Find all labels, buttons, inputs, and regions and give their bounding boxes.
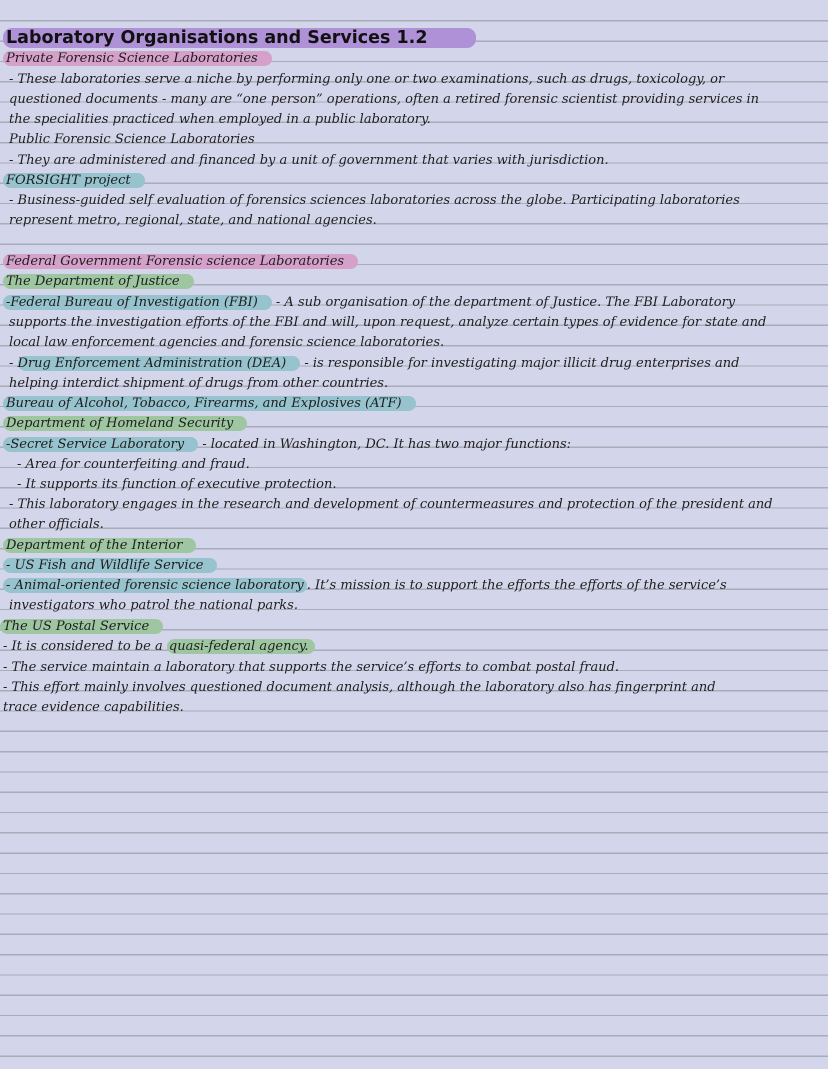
forsight-text-1: - Business-guided self evaluation of forensics sciences laboratories across the globe. Participating laboratories	[9, 193, 740, 208]
usps-text-2: - The service maintain a laboratory that supports the service’s efforts to combat postal fraud.	[3, 660, 620, 675]
fbi-name: -Federal Bureau of Investigation (FBI)	[3, 295, 272, 310]
usps-text-3: - This effort mainly involves questioned document analysis, although the laboratory also has fingerprint and	[3, 680, 716, 695]
federal-heading-line	[6, 252, 820, 272]
dea-name: Drug Enforcement Administration (DEA)	[18, 356, 301, 371]
usps-heading: The US Postal Service	[0, 619, 163, 634]
usps-heading-line	[3, 617, 820, 637]
dea-text-1: - is responsible for investigating major illicit drug enterprises and	[300, 356, 740, 371]
ss-text: - located in Washington, DC. It has two major functions:	[198, 437, 572, 452]
doi-heading: Department of the Interior	[3, 538, 196, 553]
forsight-text-2: represent metro, regional, state, and national agencies.	[9, 213, 377, 228]
atf-heading-line	[6, 394, 820, 414]
forsight-heading-line	[6, 171, 820, 191]
doj-heading: The Department of Justice	[3, 274, 194, 289]
fbi-text-2: supports the investigation efforts of the FBI and will, upon request, analyze certain types of evidence for state and	[9, 315, 767, 330]
animal-text-1: . It’s mission is to support the efforts the efforts of the service’s	[306, 578, 727, 593]
ss-text-3: other officials.	[9, 517, 104, 532]
doj-heading-line	[6, 272, 820, 292]
public-heading: Public Forensic Science Laboratories	[9, 132, 255, 147]
dhs-heading-line	[6, 414, 820, 434]
dea-text-2: helping interdict shipment of drugs from other countries.	[9, 376, 389, 391]
quasi-federal-highlight: quasi-federal agency.	[167, 639, 315, 654]
dhs-heading: Department of Homeland Security	[3, 416, 247, 431]
fbi-text-1: - A sub organisation of the department of Justice. The FBI Laboratory	[271, 295, 736, 310]
usps-line-1	[3, 637, 820, 657]
private-heading-line	[6, 49, 820, 69]
animal-text-2: investigators who patrol the national parks.	[9, 598, 298, 613]
private-text-1: - These laboratories serve a niche by performing only one or two examinations, such as drugs, toxicology, or	[9, 72, 725, 87]
fws-line	[6, 556, 820, 576]
private-text-3: the specialities practiced when employed in a public laboratory.	[9, 112, 431, 127]
ss-name: -Secret Service Laboratory	[3, 437, 198, 452]
doi-heading-line	[6, 536, 820, 556]
usps-text-4: trace evidence capabilities.	[3, 700, 184, 715]
atf-heading: Bureau of Alcohol, Tobacco, Firearms, and Explosives (ATF)	[3, 396, 416, 411]
private-heading: Private Forensic Science Laboratories	[3, 51, 272, 66]
title-line	[6, 28, 820, 48]
forsight-heading: FORSIGHT project	[3, 173, 145, 188]
dea-line	[9, 354, 820, 374]
ss-line	[6, 435, 820, 455]
federal-heading: Federal Government Forensic science Laboratories	[3, 254, 358, 269]
fbi-line	[6, 293, 820, 313]
private-text-2: questioned documents - many are “one person” operations, often a retired forensic scientist providing services in	[9, 92, 760, 107]
animal-line	[6, 576, 820, 596]
dea-prefix: -	[9, 356, 18, 371]
animal-name: - Animal-oriented forensic science laboratory	[3, 578, 307, 593]
public-text: - They are administered and financed by a unit of government that varies with jurisdiction.	[9, 153, 609, 168]
ss-func-1: - Area for counterfeiting and fraud.	[17, 457, 250, 472]
fws-name: - US Fish and Wildlife Service	[3, 558, 217, 573]
page-title: Laboratory Organisations and Services 1.2	[3, 28, 476, 48]
fbi-text-3: local law enforcement agencies and forensic science laboratories.	[9, 335, 445, 350]
usps-text-1-prefix: - It is considered to be a	[3, 639, 167, 654]
ss-text-2: - This laboratory engages in the research and development of countermeasures and protection of the president and	[9, 497, 773, 512]
ss-func-2: - It supports its function of executive protection.	[17, 477, 337, 492]
